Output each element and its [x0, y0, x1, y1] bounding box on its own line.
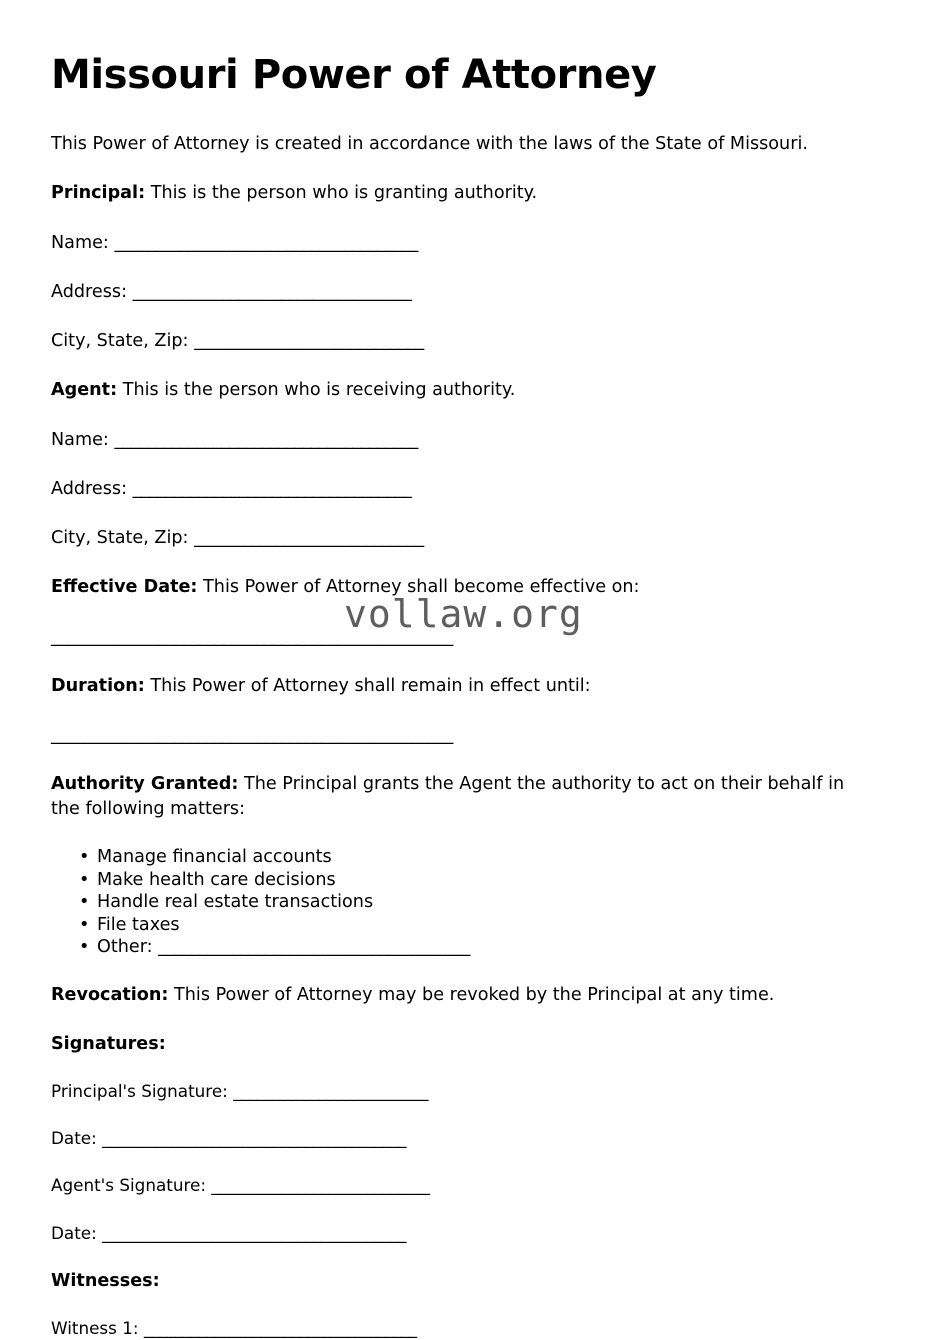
effective-date-paragraph	[51, 575, 878, 599]
agent-signature-field	[51, 1174, 878, 1197]
page-title: Missouri Power of Attorney	[51, 52, 657, 98]
principal-address-blank[interactable]: __________________________________	[132, 281, 412, 302]
agent-signature-blank[interactable]: ____________________________	[211, 1175, 430, 1196]
agent-heading-paragraph	[51, 378, 878, 402]
revocation-paragraph	[51, 983, 878, 1007]
principal-name-blank[interactable]: _____________________________________	[114, 232, 418, 253]
authority-granted-label: Authority Granted:	[51, 774, 239, 795]
principal-signature-label: Principal's Signature:	[51, 1081, 234, 1102]
agent-name-label: Name:	[51, 429, 115, 450]
principal-signature-field	[51, 1080, 878, 1103]
witness-1-blank[interactable]: ___________________________________	[143, 1318, 417, 1339]
agent-name-field	[51, 428, 878, 452]
principal-citystatezip-blank[interactable]: ____________________________	[194, 331, 424, 352]
signatures-heading: Signatures:	[51, 1033, 166, 1054]
authority-list	[51, 846, 878, 959]
list-item	[97, 869, 878, 892]
principal-heading-paragraph	[51, 181, 878, 205]
authority-item-text: Handle real estate transactions	[97, 892, 374, 913]
site-watermark: vollaw.org	[344, 592, 583, 636]
principal-signature-blank[interactable]: _________________________	[233, 1081, 428, 1102]
agent-name-blank[interactable]: _____________________________________	[114, 429, 418, 450]
agent-address-label: Address:	[51, 478, 133, 499]
principal-date-field	[51, 1127, 878, 1150]
agent-label: Agent:	[51, 380, 118, 401]
principal-name-label: Name:	[51, 232, 115, 253]
authority-item-text: Manage financial accounts	[97, 846, 332, 867]
principal-address-field	[51, 280, 878, 304]
revocation-label: Revocation:	[51, 984, 169, 1005]
authority-granted-description: The Principal grants the Agent the authority to act on their behalf in the following matters:	[51, 774, 845, 819]
witness-1-field	[51, 1317, 878, 1340]
authority-item-text: File taxes	[97, 914, 180, 935]
agent-address-blank[interactable]: __________________________________	[132, 478, 412, 499]
principal-citystatezip-field	[51, 329, 878, 353]
list-item	[97, 914, 878, 937]
agent-citystatezip-label: City, State, Zip:	[51, 528, 195, 549]
authority-item-text: Make health care decisions	[97, 869, 336, 890]
principal-name-field	[51, 231, 878, 255]
duration-paragraph	[51, 674, 878, 698]
intro-paragraph: This Power of Attorney is created in accordance with the laws of the State of Missouri.	[51, 134, 808, 154]
principal-address-label: Address:	[51, 281, 133, 302]
list-item	[97, 846, 878, 869]
witness-1-label: Witness 1:	[51, 1318, 144, 1339]
agent-date-blank[interactable]: _______________________________________	[102, 1222, 406, 1243]
principal-date-blank[interactable]: _______________________________________	[102, 1128, 406, 1149]
authority-other-blank[interactable]: ______________________________________	[158, 937, 470, 958]
list-item	[97, 891, 878, 914]
principal-citystatezip-label: City, State, Zip:	[51, 331, 195, 352]
effective-date-label: Effective Date:	[51, 577, 198, 598]
effective-date-blank[interactable]: _________________________________________________	[51, 626, 453, 647]
revocation-description: This Power of Attorney may be revoked by the Principal at any time.	[168, 984, 775, 1005]
principal-label: Principal:	[51, 183, 146, 204]
agent-citystatezip-blank[interactable]: ____________________________	[194, 528, 424, 549]
authority-item-text: Other:	[97, 937, 159, 958]
duration-description: This Power of Attorney shall remain in effect until:	[144, 675, 591, 696]
agent-description: This is the person who is receiving authority.	[117, 380, 516, 401]
agent-signature-label: Agent's Signature:	[51, 1175, 212, 1196]
witnesses-heading: Witnesses:	[51, 1270, 160, 1291]
authority-granted-paragraph	[51, 772, 878, 821]
principal-description: This is the person who is granting authority.	[145, 183, 538, 204]
agent-date-field	[51, 1222, 878, 1245]
effective-date-description: This Power of Attorney shall become effective on:	[197, 577, 640, 598]
duration-label: Duration:	[51, 675, 145, 696]
agent-date-label: Date:	[51, 1222, 103, 1243]
agent-address-field	[51, 477, 878, 501]
agent-citystatezip-field	[51, 526, 878, 550]
list-item	[97, 936, 878, 959]
duration-blank[interactable]: _________________________________________________	[51, 725, 453, 746]
principal-date-label: Date:	[51, 1128, 103, 1149]
